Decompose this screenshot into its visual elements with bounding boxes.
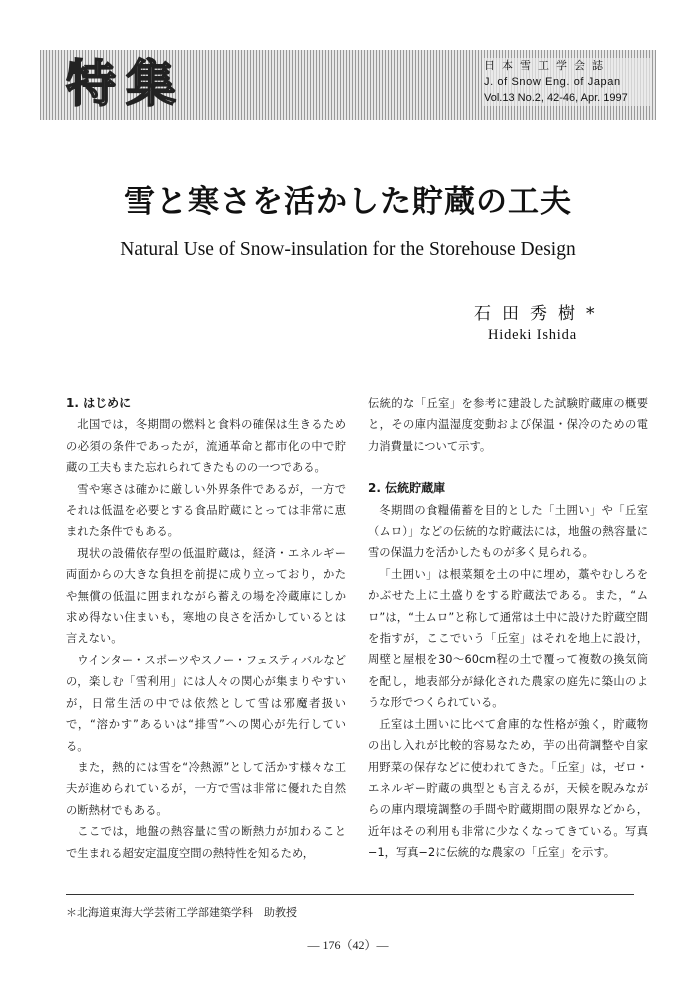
- paragraph: 丘室は土囲いに比べて倉庫的な性格が強く，貯蔵物の出し入れが比較的容易なため，芋の出荷調整や自家用野菜の保存などに使われてきた。「丘室」は，ゼロ・エネルギー貯蔵の典型とも言えるが，天候を睨みながらの庫内環境調整の手間や貯蔵期間の限界などから，近年はその利用も非常に少なくなってきている。写真−1，写真−2に伝統的な農家の「丘室」を示す。: [368, 717, 648, 860]
- paper-title-ja: 雪と寒さを活かした貯蔵の工夫: [124, 184, 572, 220]
- page-number: — 176（42）—: [307, 938, 389, 952]
- footnote-divider: [66, 894, 634, 895]
- author-affiliation-footnote: ＊北海道東海大学芸術工学部建築学科 助教授: [66, 906, 297, 919]
- section-heading: 2. 伝統貯蔵庫: [368, 481, 446, 496]
- journal-name-ja: 日本雪工学会誌: [484, 60, 610, 72]
- special-feature-label: 特集: [66, 55, 186, 113]
- journal-citation: [482, 58, 652, 106]
- paragraph: 冬期間の食糧備蓄を目的とした「土囲い」や「丘室（ムロ）」などの伝統的な貯蔵法には，地盤の熱容量に雪の保温力を活かしたものが多く見られる。: [368, 503, 648, 560]
- paragraph: また，熱的には雪を“冷熱源”として活かす様々な工夫が進められているが，一方で雪は非常に優れた自然の断熱材でもある。: [66, 760, 346, 817]
- section-heading: 1. はじめに: [66, 396, 132, 410]
- author-name-en: Hideki Ishida: [488, 327, 577, 343]
- journal-name-en: J. of Snow Eng. of Japan: [484, 76, 621, 88]
- left-column: [66, 393, 346, 864]
- paragraph: 北国では，冬期間の燃料と食料の確保は生きるための必須の条件であったが，流通革命と都市化の中で貯蔵の工夫もまた忘れられてきたものの一つである。: [66, 418, 346, 475]
- author-name-ja: 石田秀樹*: [474, 304, 606, 324]
- paper-title-en: Natural Use of Snow-insulation for the Storehouse Design: [120, 239, 576, 260]
- feature-banner: [40, 50, 656, 120]
- paragraph: 現状の設備依存型の低温貯蔵は，経済・エネルギー両面からの大きな負担を前提に成り立っており，かたや無償の低温に囲まれながら蓄えの場を冷蔵庫にしか求め得ない住まいも，寒地の良さを活かしているとは言えない。: [66, 546, 346, 646]
- paragraph: 伝統的な「丘室」を参考に建設した試験貯蔵庫の概要と，その庫内温湿度変動および保温・保冷のための電力消費量について示す。: [368, 397, 648, 453]
- paragraph: ウインター・スポーツやスノー・フェスティバルなどの，楽しむ「雪利用」には人々の関心が集まりやすいが，日常生活の中では依然として雪は邪魔者扱いで，“溶かす”あるいは“排雪”への関心が先行している。: [66, 653, 346, 753]
- paragraph: 雪や寒さは確かに厳しい外界条件であるが，一方でそれは低温を必要とする食品貯蔵にとっては非常に恵まれた条件でもある。: [66, 482, 346, 539]
- journal-volume: Vol.13 No.2, 42-46, Apr. 1997: [484, 92, 628, 104]
- paragraph: 「土囲い」は根菜類を土の中に埋め，藁やむしろをかぶせた上に土盛りをする貯蔵法である。また，“ムロ”は，“土ムロ”と称して通常は土中に設けた貯蔵空間を指すが，ここでいう「丘室」はそれを地上に設け，周壁と屋根を30〜60cm程の土で覆って複数の換気筒を配し，地表部分が緑化された農家の庭先に築山のような形でつくられている。: [368, 567, 648, 710]
- right-column: [368, 393, 648, 864]
- paragraph: ここでは，地盤の熱容量に雪の断熱力が加わることで生まれる超安定温度空間の熱特性を知るため，: [66, 825, 346, 860]
